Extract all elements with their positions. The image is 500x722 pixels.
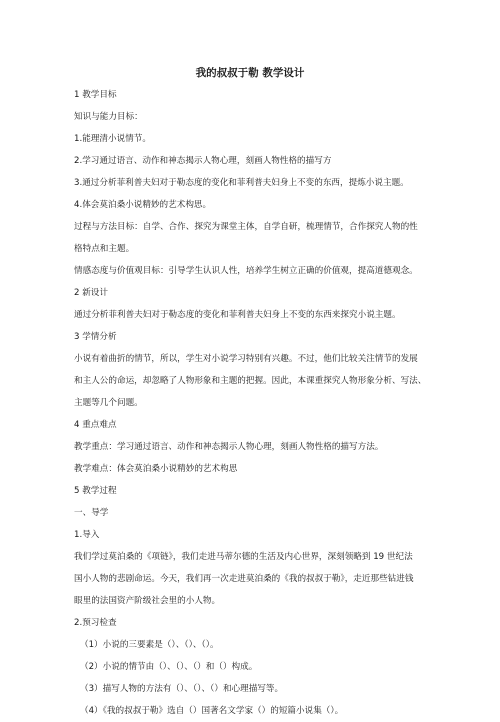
list-item: （3）描写人物的方法有（）、（）、（）和心理描写等。 — [80, 683, 284, 694]
section-heading-process: 5 教学过程 — [74, 485, 117, 496]
paragraph: 格特点和主题。 — [74, 243, 135, 254]
paragraph: 小说有着曲折的情节，所以，学生对小说学习特别有兴趣。不过，他们比较关注情节的发展 — [74, 353, 418, 364]
paragraph: 一、导学 — [74, 507, 109, 518]
paragraph: 国小人物的悲剧命运。今天，我们再一次走进莫泊桑的《我的叔叔于勒》，走近那些钻进钱 — [74, 573, 414, 584]
document-body — [74, 84, 434, 722]
list-item: （2）小说的情节由（）、（）、（）和（）构成。 — [80, 661, 258, 672]
paragraph: 我们学过莫泊桑的《项链》，我们走进马蒂尔德的生活及内心世界，深刻领略到 19 世纪法 — [74, 551, 413, 562]
paragraph: 2.预习检查 — [74, 617, 117, 628]
paragraph: 眼里的法国资产阶级社会里的小人物。 — [74, 595, 221, 606]
section-heading-analysis: 3 学情分析 — [74, 331, 117, 342]
paragraph: 通过分析菲利普夫妇对于勒态度的变化和菲利普夫妇身上不变的东西来探究小说主题。 — [74, 309, 401, 320]
paragraph: 主题等几个问题。 — [74, 397, 143, 408]
paragraph: 教学难点：体会莫泊桑小说精妙的艺术构思 — [74, 463, 238, 474]
paragraph: 4.体会莫泊桑小说精妙的艺术构思。 — [74, 199, 212, 210]
section-heading-objectives: 1 教学目标 — [74, 89, 117, 100]
section-heading-key-points: 4 重点难点 — [74, 419, 117, 430]
paragraph: 3.通过分析菲利普夫妇对于勒态度的变化和菲利普夫妇身上不变的东西，提炼小说主题。 — [74, 177, 409, 188]
paragraph: 过程与方法目标：自学、合作、探究为课堂主体，自学自研，梳理情节，合作探究人物的性 — [74, 221, 418, 232]
list-item: （4）《我的叔叔于勒》选自（）国著名文学家（）的短篇小说集（）。 — [80, 705, 344, 716]
paragraph: 2.学习通过语言、动作和神态揭示人物心理，刻画人物性格的描写方 — [74, 155, 332, 166]
section-heading-design: 2 新设计 — [74, 287, 108, 298]
paragraph: 教学重点：学习通过语言、动作和神态揭示人物心理，刻画人物性格的描写方法。 — [74, 441, 384, 452]
paragraph: 知识与能力目标： — [74, 111, 143, 122]
list-item: （1）小说的三要素是（）、（）、（）。 — [80, 639, 219, 650]
document-title: 我的叔叔于勒 教学设计 — [195, 67, 305, 79]
paragraph: 1.导入 — [74, 529, 100, 540]
paragraph: 情感态度与价值观目标：引导学生认识人性，培养学生树立正确的价值观，提高道德观念。 — [74, 265, 418, 276]
paragraph: 和主人公的命运，却忽略了人物形象和主题的把握。因此，本课重探究人物形象分析、写法、 — [74, 375, 427, 386]
paragraph: 1.能理清小说情节。 — [74, 133, 151, 144]
